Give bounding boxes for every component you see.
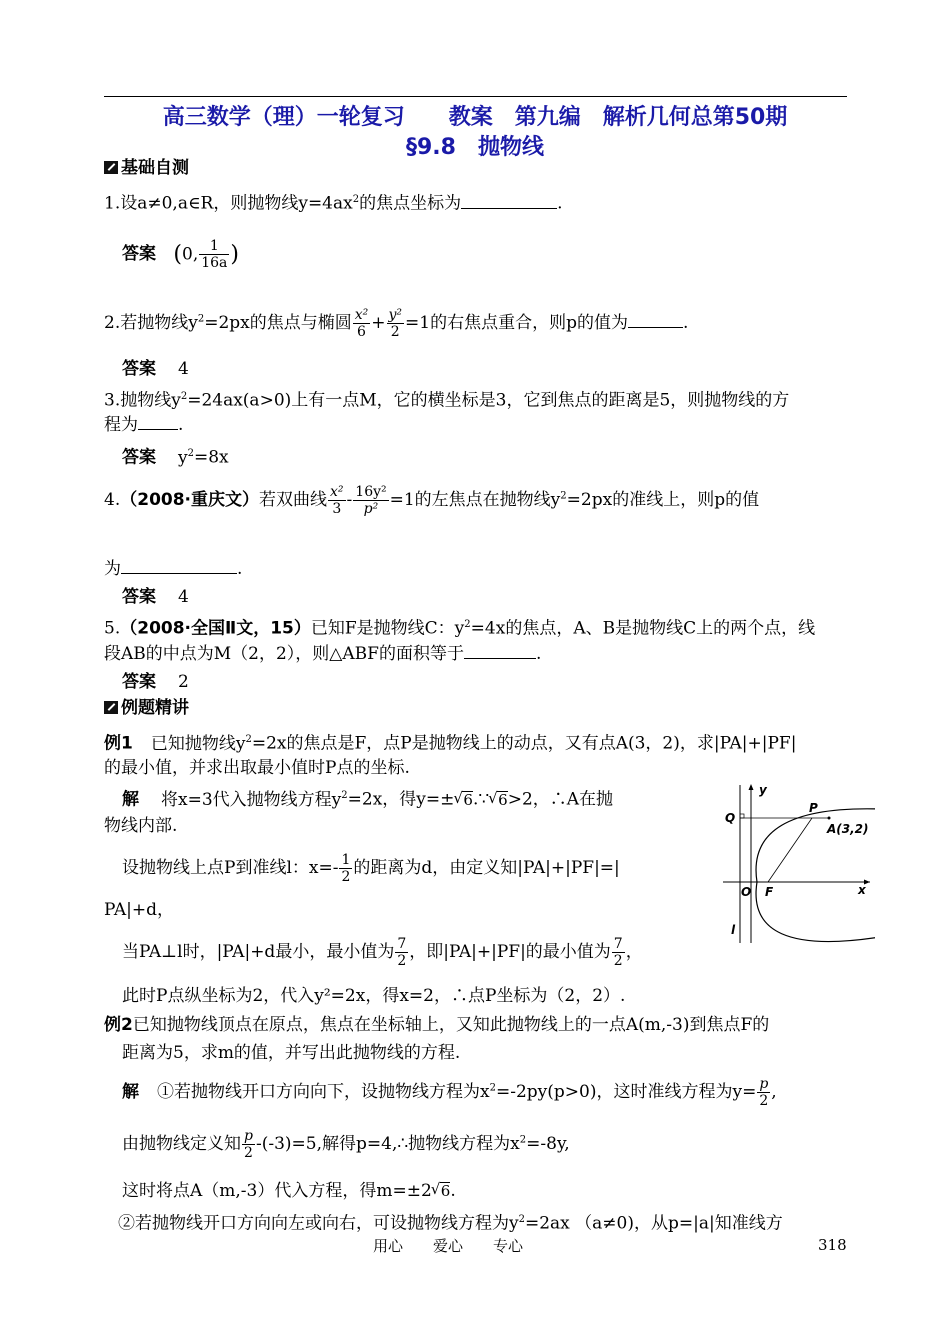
- answer-1: 答案 (0, $\frac{1}{16a}$ ): [122, 238, 239, 271]
- problem-3-cont: 程为 .: [104, 415, 184, 435]
- problem-5-cont: 段AB的中点为M（2，2），则△ABF的面积等于 .: [104, 644, 542, 664]
- answer-3: 答案 $y^2=8x$: [122, 447, 229, 468]
- problem-4-cont: 为 .: [104, 559, 243, 579]
- example-2-solution-4: ②若抛物线开口方向向左或向右，可设抛物线方程为$y^2=2ax$ （a≠0)，从p=|a|知准线方: [118, 1213, 783, 1234]
- answer-5: 答案 2: [122, 672, 189, 692]
- pencil-icon: [104, 161, 118, 174]
- example-1-solution: 解 将x=3代入抛物线方程$y^2=2x$，得y=±√ 6.∵√ 6>2，∴A在抛: [122, 785, 613, 811]
- answer-blank: [138, 415, 178, 430]
- point-a-label: A(3,2): [827, 822, 869, 836]
- point-q-label: Q: [725, 811, 736, 825]
- example-2: 例2已知抛物线顶点在原点，焦点在坐标轴上，又知此抛物线上的一点A(m,-3)到焦点F的: [104, 1015, 770, 1035]
- axis-y-label: y: [759, 783, 767, 797]
- axis-x-label: x: [858, 883, 866, 897]
- problem-5: 5.（2008·全国Ⅱ文，15）已知F是抛物线C：$y^2=4x$的焦点，A、B是抛物线C上的两个点，线: [104, 618, 816, 639]
- example-1-solution-2: 物线内部.: [104, 816, 178, 836]
- page-title: 高三数学（理）一轮复习 教案 第九编 解析几何总第50期: [162, 105, 788, 130]
- answer-4: 答案 4: [122, 587, 189, 607]
- example-1-cont: 的最小值，并求出取最小值时P点的坐标.: [104, 758, 410, 778]
- answer-blank: [628, 313, 683, 328]
- problem-1: 1.设a≠0,a∈R，则抛物线$y=4ax^2$的焦点坐标为 .: [104, 193, 563, 214]
- point-p-label: P: [809, 801, 818, 815]
- answer-blank: [464, 644, 536, 659]
- page-subtitle: §9.8 抛物线: [406, 135, 544, 160]
- problem-3: 3.抛物线$y^2=24ax(a>0)$上有一点M，它的横坐标是3，它到焦点的距离是5，则抛物线的方: [104, 390, 790, 411]
- page-number: 318: [818, 1236, 847, 1254]
- footer-motto: 用心 爱心 专心: [373, 1237, 524, 1255]
- example-1-solution-6: 此时P点纵坐标为2，代入y²=2x，得x=2，∴点P坐标为（2，2）.: [122, 986, 626, 1006]
- pencil-icon: [104, 701, 118, 714]
- example-1-solution-4: PA|+d，: [104, 900, 175, 920]
- example-2-solution-3: 这时将点A（m,-3）代入方程，得m=±2√ 6.: [122, 1180, 456, 1202]
- origin-label: O: [741, 885, 752, 899]
- example-1: 例1 已知抛物线$y^2=2x$的焦点是F，点P是抛物线上的动点，又有点A(3，2)，求|PA|+|PF|: [104, 733, 797, 754]
- example-2-cont: 距离为5，求m的值，并写出此抛物线的方程.: [122, 1043, 461, 1063]
- section-heading-examples: 例题精讲: [104, 697, 189, 719]
- example-2-solution-2: 由抛物线定义知 $\frac{p}{2}$ -(-3)=5,解得p=4,∴抛物线方程为$x^2=-8y$,: [122, 1128, 570, 1161]
- example-2-solution-1: 解 ①若抛物线开口方向向下，设抛物线方程为$x^2=-2py(p>0)$，这时准线方程为y= $\frac{p}{2}$ ,: [122, 1076, 777, 1109]
- directrix-label: l: [731, 923, 736, 937]
- answer-blank: [121, 559, 237, 574]
- answer-2: 答案 4: [122, 359, 189, 379]
- answer-blank: [461, 194, 557, 209]
- header-rule: [104, 96, 847, 97]
- section-heading-basics: 基础自测: [104, 157, 189, 179]
- focus-label: F: [765, 885, 774, 899]
- example-1-solution-3: 设抛物线上点P到准线l：x=- $\frac{1}{2}$ 的距离为d，由定义知|PA|+|PF|=|: [122, 852, 620, 885]
- example-1-solution-5: 当PA⊥l时，|PA|+d最小，最小值为 $\frac{7}{2}$ ，即|PA|+|PF|的最小值为 $\frac{7}{2}$ ，: [122, 936, 643, 969]
- problem-2: 2.若抛物线$y^2=2px$的焦点与椭圆 $\frac{\text{x²}}{6}$ + $\frac{\text{y²}}{2}$ =1的右焦点重合，则p的值为 .: [104, 307, 689, 340]
- problem-4: 4.（2008·重庆文）若双曲线 $\frac{\text{x²}}{3}$ - $\frac{\text{16y²}}{\text{p²}}$ =1的左焦点在抛物线$y^2=2px$的准线上，则p的值: [104, 484, 760, 517]
- parabola-figure: [715, 780, 875, 950]
